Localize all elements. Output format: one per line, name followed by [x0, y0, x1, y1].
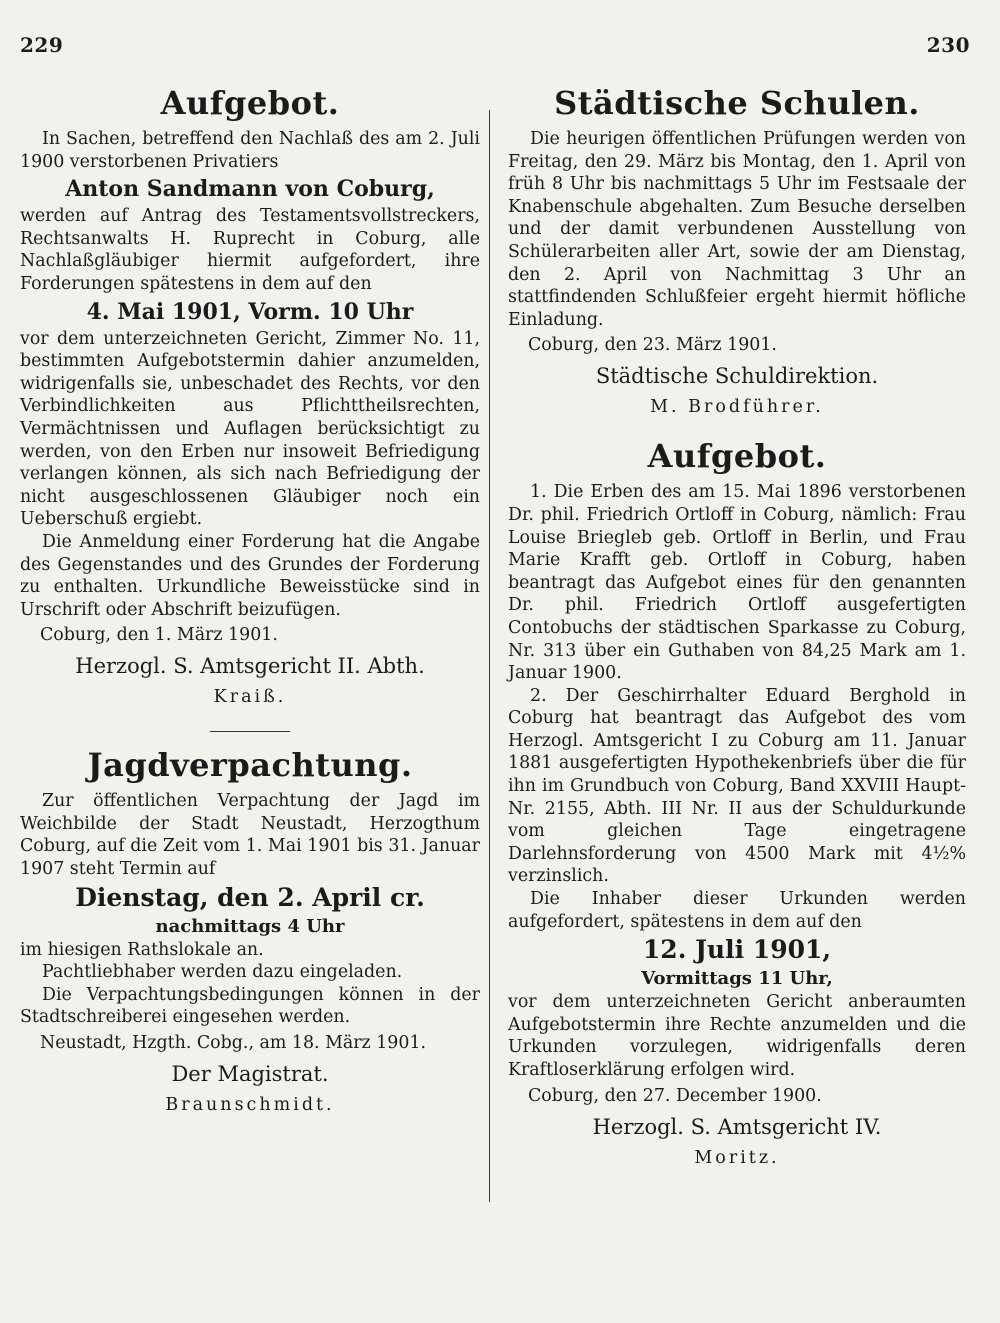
notice-item-2: 2. Der Geschirrhalter Eduard Berghold in Coburg hat beantragt das Aufgebot des vom Herzogl. Amtsgericht I zu Coburg am 11. Januar 1881 ausgefertigten Hypothekenbriefs über die für ihn im Grundbuch von Coburg, Band XXVIII Haupt-Nr. 2155, Abth. III Nr. II aus der Schuldurkunde vom gleichen Tage eingetragene Darlehnsforderung von 4500 Mark mit 4½% verzinslich.: [508, 685, 966, 887]
section-separator: [210, 731, 290, 732]
notice-date-line: Dienstag, den 2. April cr.: [75, 882, 425, 912]
notice-body: Die Verpachtungsbedingungen können in der Stadtschreiberei eingesehen werden.: [20, 984, 480, 1028]
notice-body: Pachtliebhaber werden dazu eingeladen.: [42, 962, 403, 983]
notice-body: Zur öffentlichen Verpachtung der Jagd im Weichbilde der Stadt Neustadt, Herzogthum Coburg, auf die Zeit vom 1. Mai 1901 bis 31. Januar 1907 steht Termin auf: [20, 791, 480, 880]
notice-place-date: Coburg, den 23. März 1901.: [528, 335, 777, 356]
notice-staedtische-schulen: [508, 78, 966, 421]
notice-body: vor dem unterzeichneten Gericht anberaumten Aufgebotstermin ihre Rechte anzumelden und die Urkunden vorzulegen, widrigenfalls deren Kraftloserklärung erfolgen wird.: [508, 992, 966, 1080]
notice-signature: Moritz.: [694, 1147, 780, 1168]
notice-body: werden auf Antrag des Testamentsvollstreckers, Rechtsanwalts H. Ruprecht in Coburg, alle Nachlaßgläubiger hiermit aufgefordert, ihre Forderungen spätestens in dem auf den: [20, 206, 480, 294]
notice-body: vor dem unterzeichneten Gericht, Zimmer No. 11, bestimmten Aufgebotstermin dahier anzumelden, widrigenfalls sie, unbeschadet des Rechts, vor den Verbindlichkeiten aus Pflichttheilsrechten, Vermächtnissen und Auflagen berücksichtigt zu werden, von den Erben nur insoweit Befriedigung verlangen können, als sich nach Befriedigung der nicht ausgeschlossenen Gläubiger noch ein Ueberschuß ergiebt.: [20, 328, 480, 530]
notice-date-line: 4. Mai 1901, Vorm. 10 Uhr: [86, 298, 414, 325]
notice-body: Die heurigen öffentlichen Prüfungen werden von Freitag, den 29. März bis Montag, den 1. April von früh 8 Uhr bis nachmittags 5 Uhr im Festsaale der Knabenschule abgehalten. Zum Besuche derselben und der damit verbundenen Ausstellung von Schülerarbeiten aller Art, sowie der am Dienstag, den 2. April von Nachmittag 3 Uhr an stattfindenden Schlußfeier ergeht hiermit höfliche Einladung.: [508, 129, 966, 330]
notice-name-line: Anton Sandmann von Coburg,: [65, 176, 435, 203]
notice-title: Aufgebot.: [647, 437, 827, 476]
notice-jagdverpachtung: [20, 740, 480, 1119]
notice-item-1: 1. Die Erben des am 15. Mai 1896 verstorbenen Dr. phil. Friedrich Ortloff in Coburg, nämlich: Frau Louise Briegleb geb. Ortloff in Berlin, und Frau Marie Krafft geb. Ortloff in Coburg, haben beantragt das Aufgebot eines für den genannten Dr. phil. Friedrich Ortloff ausgefertigten Contobuchs der städtischen Sparkasse zu Coburg, Nr. 313 über ein Guthaben von 84,25 Mark am 1. Januar 1900.: [508, 482, 966, 684]
notice-authority: Herzogl. S. Amtsgericht IV.: [592, 1114, 882, 1139]
notice-place-date: Coburg, den 1. März 1901.: [40, 625, 278, 646]
notice-title: Städtische Schulen.: [554, 84, 920, 122]
column-divider: [489, 110, 490, 1202]
right-column: [508, 78, 966, 1172]
notice-intro: In Sachen, betreffend den Nachlaß des am 2. Juli 1900 verstorbenen Privatiers: [20, 129, 480, 172]
notice-authority: Städtische Schuldirektion.: [595, 364, 879, 389]
notice-signature: Kraiß.: [213, 687, 287, 708]
notice-title: Jagdverpachtung.: [87, 746, 413, 785]
notice-body: Die Inhaber dieser Urkunden werden aufgefordert, spätestens in dem auf den: [508, 889, 966, 932]
notice-aufgebot-sandmann: [20, 78, 480, 711]
notice-time-line: Vormittags 11 Uhr,: [641, 968, 833, 990]
page-number-right: 230: [926, 33, 970, 57]
notice-body: im hiesigen Rathslokale an.: [20, 939, 264, 960]
notice-date-line: 12. Juli 1901,: [642, 935, 832, 965]
notice-title: Aufgebot.: [160, 84, 340, 122]
notice-authority: Herzogl. S. Amtsgericht II. Abth.: [75, 654, 425, 679]
notice-signature: M. Brodführer.: [650, 397, 824, 418]
notice-signature: Braunschmidt.: [165, 1095, 335, 1116]
notice-authority: Der Magistrat.: [171, 1062, 329, 1087]
notice-place-date: Coburg, den 27. December 1900.: [528, 1085, 822, 1106]
notice-aufgebot-ortloff: [508, 431, 966, 1171]
left-column: [20, 78, 480, 1119]
notice-body: Die Anmeldung einer Forderung hat die Angabe des Gegenstandes und des Grundes der Forderung zu enthalten. Urkundliche Beweisstücke sind in Urschrift oder Abschrift beizufügen.: [20, 531, 480, 620]
notice-time-line: nachmittags 4 Uhr: [155, 915, 345, 937]
page-number-left: 229: [20, 33, 64, 57]
notice-place-date: Neustadt, Hzgth. Cobg., am 18. März 1901.: [40, 1033, 427, 1054]
